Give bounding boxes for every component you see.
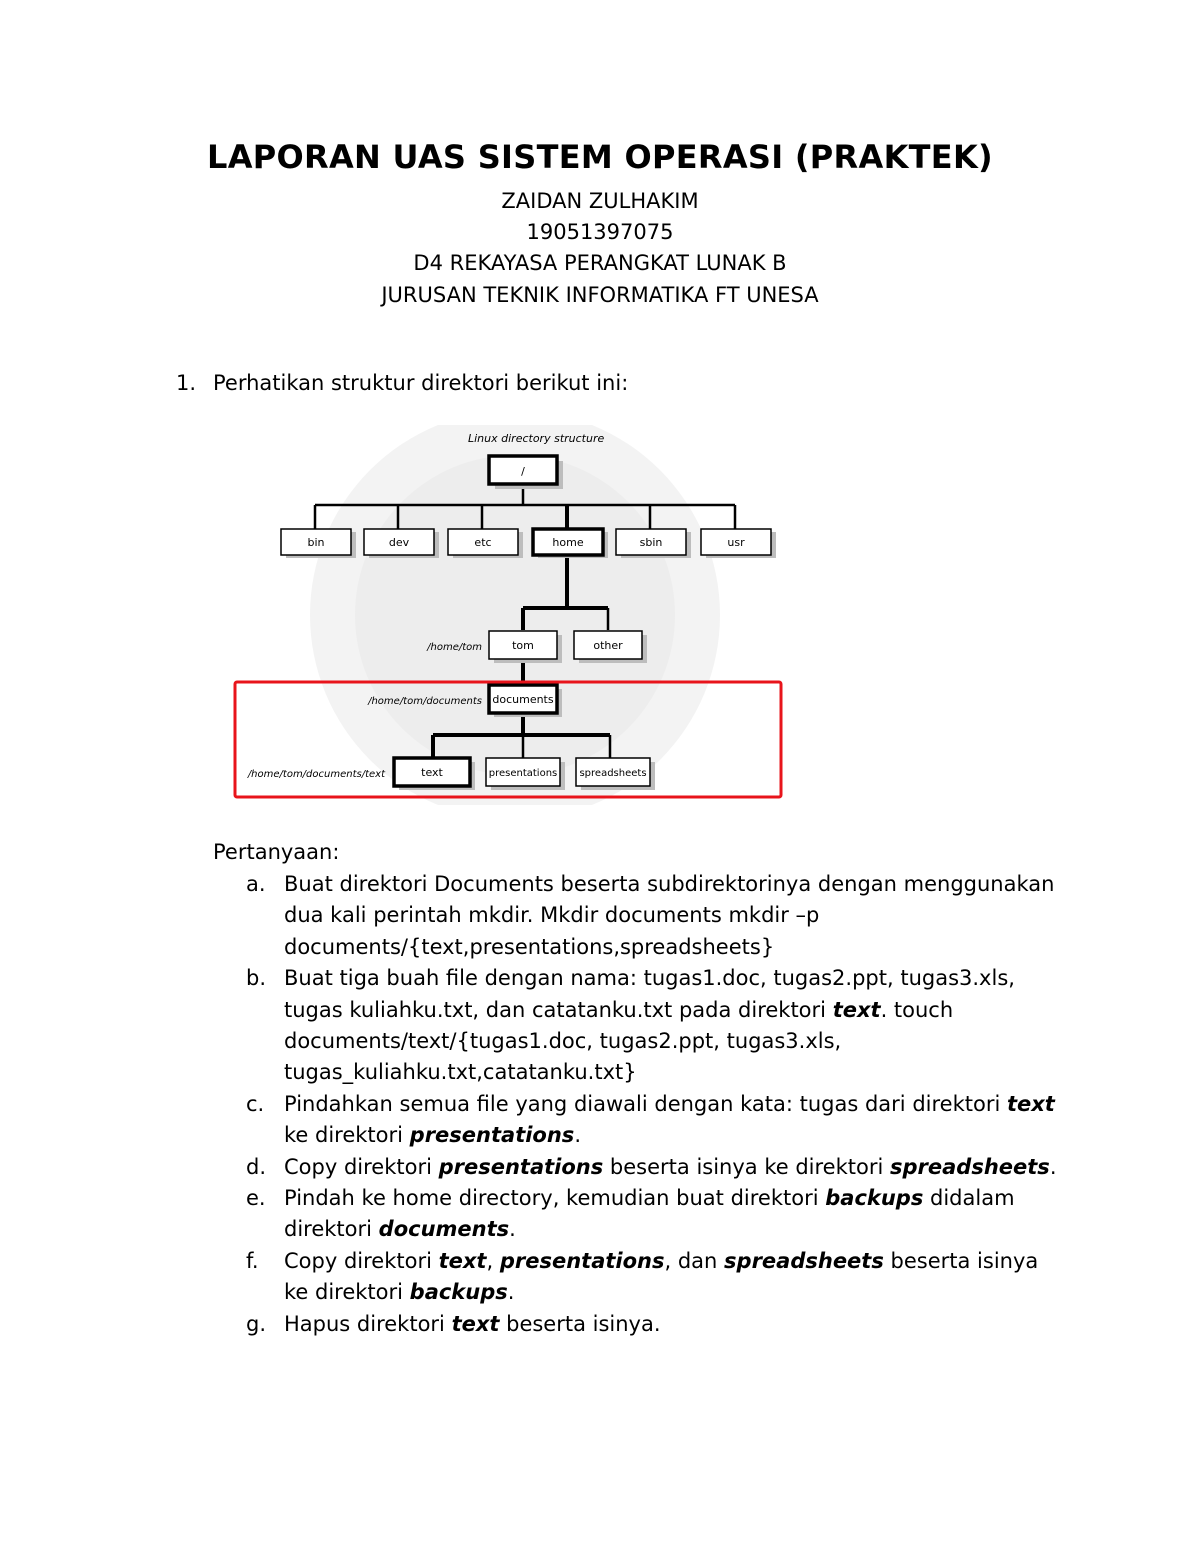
question-c bbox=[246, 1089, 1066, 1152]
question-1 bbox=[176, 371, 628, 395]
question-e-term-1: backups bbox=[825, 1186, 924, 1211]
question-b-marker: b. bbox=[246, 966, 267, 991]
question-1-text: Perhatikan struktur direktori berikut ini: bbox=[213, 371, 629, 395]
node-etc-label: etc bbox=[474, 536, 492, 549]
path-label-text: /home/tom/documents/text bbox=[247, 769, 385, 780]
question-d bbox=[246, 1152, 1066, 1183]
question-c-marker: c. bbox=[246, 1091, 265, 1116]
question-f-text-2: , bbox=[486, 1248, 500, 1273]
student-id: 19051397075 bbox=[526, 220, 674, 244]
question-f-text-1: Copy direktori bbox=[284, 1248, 439, 1273]
node-bin-label: bin bbox=[307, 536, 325, 549]
question-d-text-2: beserta isinya ke direktori bbox=[603, 1154, 890, 1179]
question-b-text-2: . touch documents/text/{tugas1.doc, tugas2.ppt, tugas3.xls, tugas_kuliahku.txt,catatanku.txt} bbox=[284, 997, 954, 1085]
question-c-text-3: . bbox=[574, 1123, 581, 1148]
question-a-marker: a. bbox=[246, 872, 266, 896]
question-f-term-1: text bbox=[438, 1248, 487, 1273]
question-f-term-4: backups bbox=[409, 1280, 508, 1305]
node-other-label: other bbox=[593, 639, 623, 652]
question-g-text-2: beserta isinya. bbox=[499, 1311, 661, 1336]
question-f-text-5: . bbox=[507, 1280, 515, 1305]
question-e-text-1: Pindah ke home directory, kemudian buat direktori bbox=[284, 1186, 826, 1211]
question-f-term-2: presentations bbox=[499, 1248, 665, 1273]
question-g-text-1: Hapus direktori bbox=[284, 1311, 452, 1336]
question-c-term-2: presentations bbox=[409, 1123, 575, 1148]
question-e-text-2: didalam direktori bbox=[284, 1186, 1015, 1242]
path-label-tom: /home/tom bbox=[427, 642, 482, 653]
question-b bbox=[246, 963, 1066, 1089]
node-root-label: / bbox=[521, 465, 525, 478]
question-e-text-3: . bbox=[509, 1217, 516, 1242]
node-text-label: text bbox=[421, 766, 443, 779]
department: JURUSAN TEKNIK INFORMATIKA FT UNESA bbox=[381, 283, 819, 307]
question-a-text: Buat direktori Documents beserta subdirektorinya dengan menggunakan dua kali perintah mkdir. Mkdir documents mkdir –p documents/{text,presentations,spreadsheets} bbox=[284, 872, 1055, 959]
node-dev-label: dev bbox=[388, 536, 410, 549]
node-presentations-label: presentations bbox=[488, 768, 558, 779]
question-f-marker: f. bbox=[246, 1248, 259, 1273]
question-f-term-3: spreadsheets bbox=[724, 1248, 884, 1273]
question-g-term-1: text bbox=[451, 1311, 500, 1336]
node-usr-label: usr bbox=[727, 536, 745, 549]
linux-directory-diagram bbox=[230, 425, 790, 805]
question-f-text-4: beserta isinya ke direktori bbox=[284, 1248, 1039, 1305]
question-b-text-1: Buat tiga buah file dengan nama: tugas1.doc, tugas2.ppt, tugas3.xls, tugas kuliahku.txt, dan catatanku.txt pada direktori bbox=[284, 966, 1015, 1022]
question-b-term-1: text bbox=[832, 997, 881, 1022]
question-c-term-1: text bbox=[1006, 1091, 1055, 1116]
node-tom-label: tom bbox=[512, 639, 534, 652]
node-home-label: home bbox=[552, 536, 584, 549]
question-d-marker: d. bbox=[246, 1154, 267, 1179]
questions-heading: Pertanyaan: bbox=[213, 840, 340, 864]
question-e-marker: e. bbox=[246, 1186, 266, 1211]
node-sbin-label: sbin bbox=[639, 536, 663, 549]
question-d-text-3: . bbox=[1049, 1154, 1057, 1179]
directory-tree-svg bbox=[230, 425, 790, 805]
question-f-text-3: , dan bbox=[664, 1248, 725, 1273]
report-title: LAPORAN UAS SISTEM OPERASI (PRAKTEK) bbox=[207, 138, 993, 176]
node-documents-label: documents bbox=[492, 693, 554, 706]
study-program: D4 REKAYASA PERANGKAT LUNAK B bbox=[413, 251, 787, 275]
question-c-text-1: Pindahkan semua file yang diawali dengan kata: tugas dari direktori bbox=[284, 1091, 1007, 1116]
question-g-marker: g. bbox=[246, 1311, 267, 1336]
path-label-documents: /home/tom/documents bbox=[368, 696, 482, 707]
question-list bbox=[246, 869, 1066, 1340]
question-a bbox=[246, 869, 1066, 963]
diagram-background-inner bbox=[355, 455, 675, 775]
question-e bbox=[246, 1183, 1066, 1246]
student-name: ZAIDAN ZULHAKIM bbox=[501, 189, 699, 213]
question-d-term-1: presentations bbox=[438, 1154, 604, 1179]
question-d-text-1: Copy direktori bbox=[284, 1154, 439, 1179]
node-spreadsheets-label: spreadsheets bbox=[579, 768, 647, 779]
question-e-term-2: documents bbox=[378, 1217, 510, 1242]
question-1-number: 1. bbox=[176, 371, 197, 395]
question-g bbox=[246, 1309, 1066, 1340]
question-f bbox=[246, 1246, 1066, 1309]
diagram-title: Linux directory structure bbox=[468, 432, 605, 445]
question-d-term-2: spreadsheets bbox=[890, 1154, 1050, 1179]
question-c-text-2: ke direktori bbox=[284, 1123, 410, 1148]
